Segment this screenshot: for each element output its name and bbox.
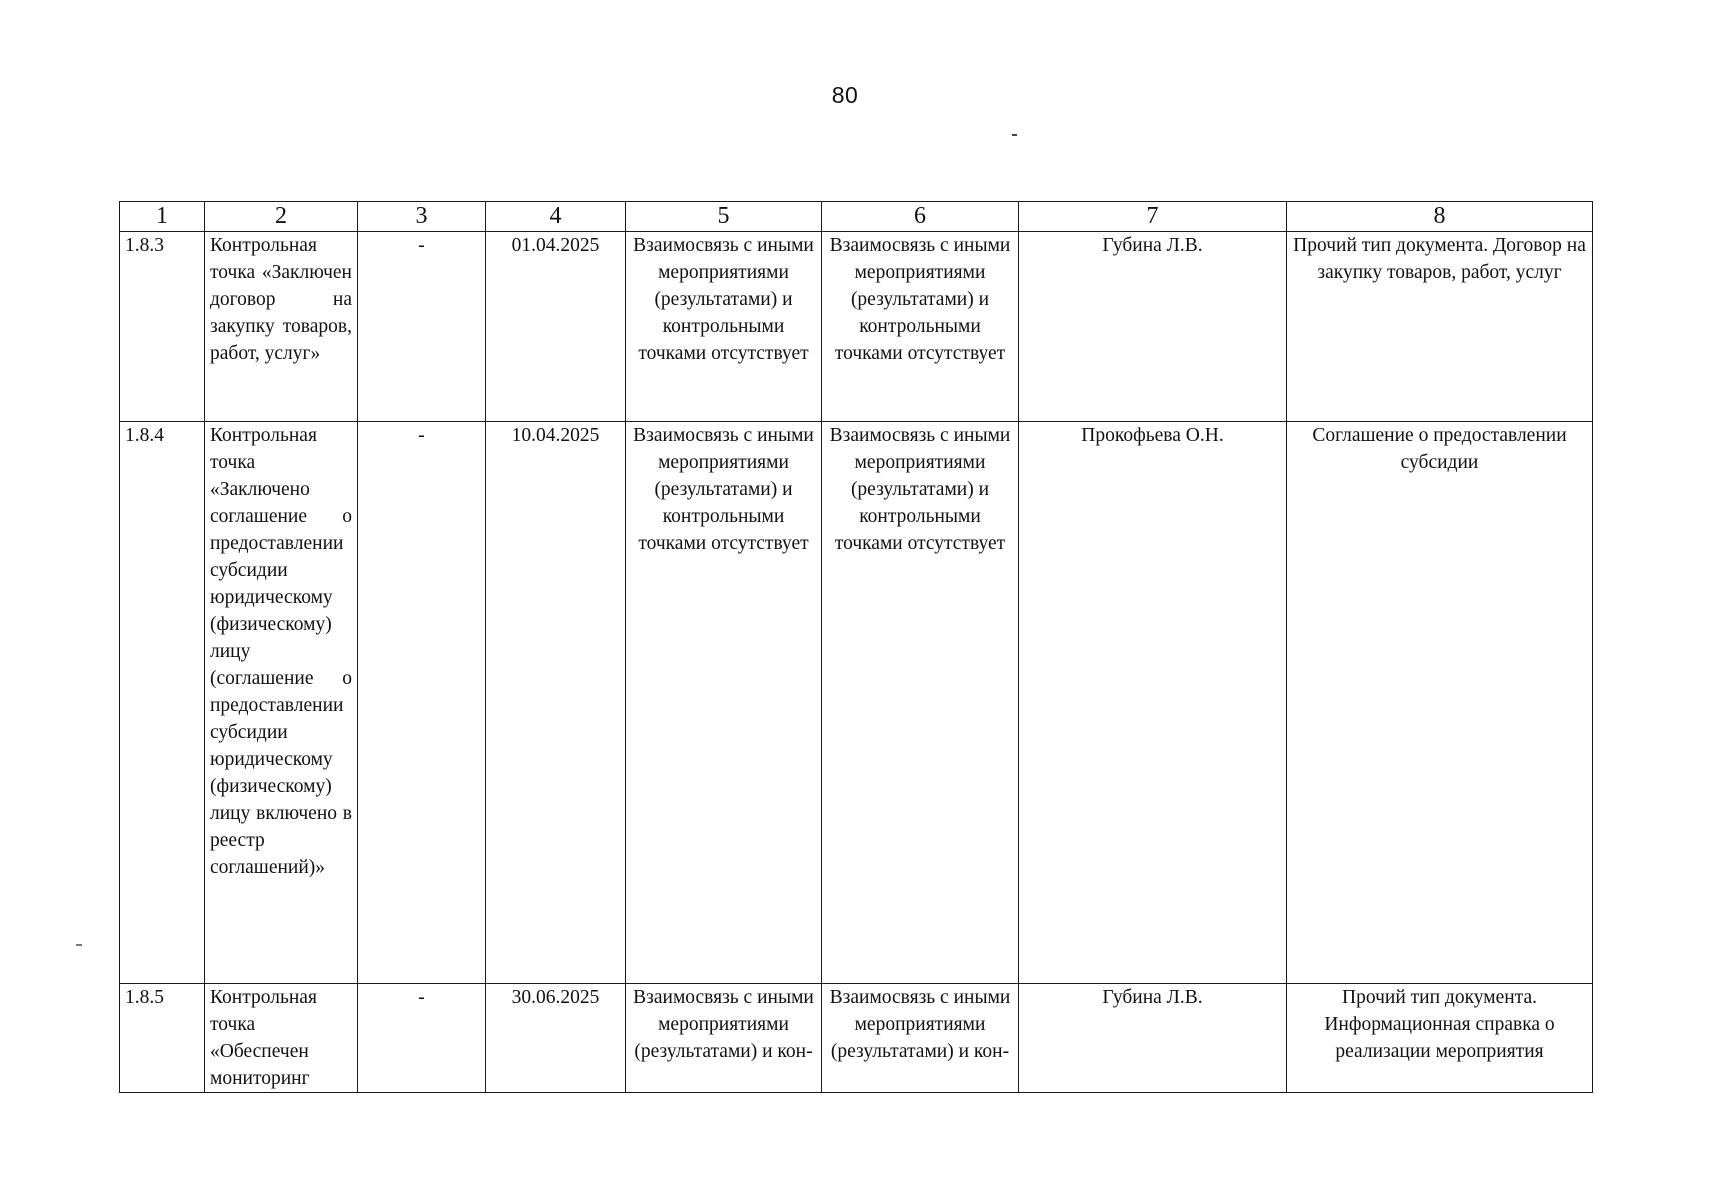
control-point-name: Контрольная точка «Заключено соглашение о предоставлении субсидии юридическому (физическому) лицу (соглашение о предоставлении субсидии юридическому (физическому) лицу включено в реестр соглашений)» xyxy=(205,422,358,984)
column-3-value: - xyxy=(358,984,486,1093)
table-row xyxy=(120,984,1593,1093)
column-header-6: 6 xyxy=(822,202,1019,232)
control-point-name: Контрольная точка «Обеспечен мониторинг xyxy=(205,984,358,1093)
scan-speck xyxy=(1012,134,1017,136)
column-header-1: 1 xyxy=(120,202,205,232)
page-number: 80 xyxy=(831,82,859,108)
column-header-2: 2 xyxy=(205,202,358,232)
relation-next: Взаимосвязь с иными мероприятиями (результатами) и контрольными точками отсутствует xyxy=(822,232,1019,422)
relation-next: Взаимосвязь с иными мероприятиями (результатами) и кон- xyxy=(822,984,1019,1093)
responsible-person: Губина Л.В. xyxy=(1019,232,1287,422)
column-header-7: 7 xyxy=(1019,202,1287,232)
relation-previous: Взаимосвязь с иными мероприятиями (результатами) и контрольными точками отсутствует xyxy=(626,232,822,422)
due-date: 01.04.2025 xyxy=(486,232,626,422)
scan-speck xyxy=(76,944,82,946)
confirming-document: Соглашение о предоставлении субсидии xyxy=(1287,422,1593,984)
column-header-5: 5 xyxy=(626,202,822,232)
column-3-value: - xyxy=(358,422,486,984)
relation-next: Взаимосвязь с иными мероприятиями (результатами) и контрольными точками отсутствует xyxy=(822,422,1019,984)
column-header-4: 4 xyxy=(486,202,626,232)
confirming-document: Прочий тип документа. Договор на закупку товаров, работ, услуг xyxy=(1287,232,1593,422)
relation-previous: Взаимосвязь с иными мероприятиями (результатами) и кон- xyxy=(626,984,822,1093)
table-row xyxy=(120,422,1593,984)
confirming-document: Прочий тип документа. Информационная справка о реализации мероприятия xyxy=(1287,984,1593,1093)
header-row xyxy=(120,202,1593,232)
row-number: 1.8.4 xyxy=(120,422,205,984)
responsible-person: Губина Л.В. xyxy=(1019,984,1287,1093)
row-number: 1.8.3 xyxy=(120,232,205,422)
due-date: 30.06.2025 xyxy=(486,984,626,1093)
row-number: 1.8.5 xyxy=(120,984,205,1093)
column-header-8: 8 xyxy=(1287,202,1593,232)
column-3-value: - xyxy=(358,232,486,422)
relation-previous: Взаимосвязь с иными мероприятиями (результатами) и контрольными точками отсутствует xyxy=(626,422,822,984)
responsible-person: Прокофьева О.Н. xyxy=(1019,422,1287,984)
due-date: 10.04.2025 xyxy=(486,422,626,984)
control-point-name: Контрольная точка «Заключен договор на закупку товаров, работ, услуг» xyxy=(205,232,358,422)
column-header-3: 3 xyxy=(358,202,486,232)
table-row xyxy=(120,232,1593,422)
control-points-table xyxy=(119,201,1593,1093)
